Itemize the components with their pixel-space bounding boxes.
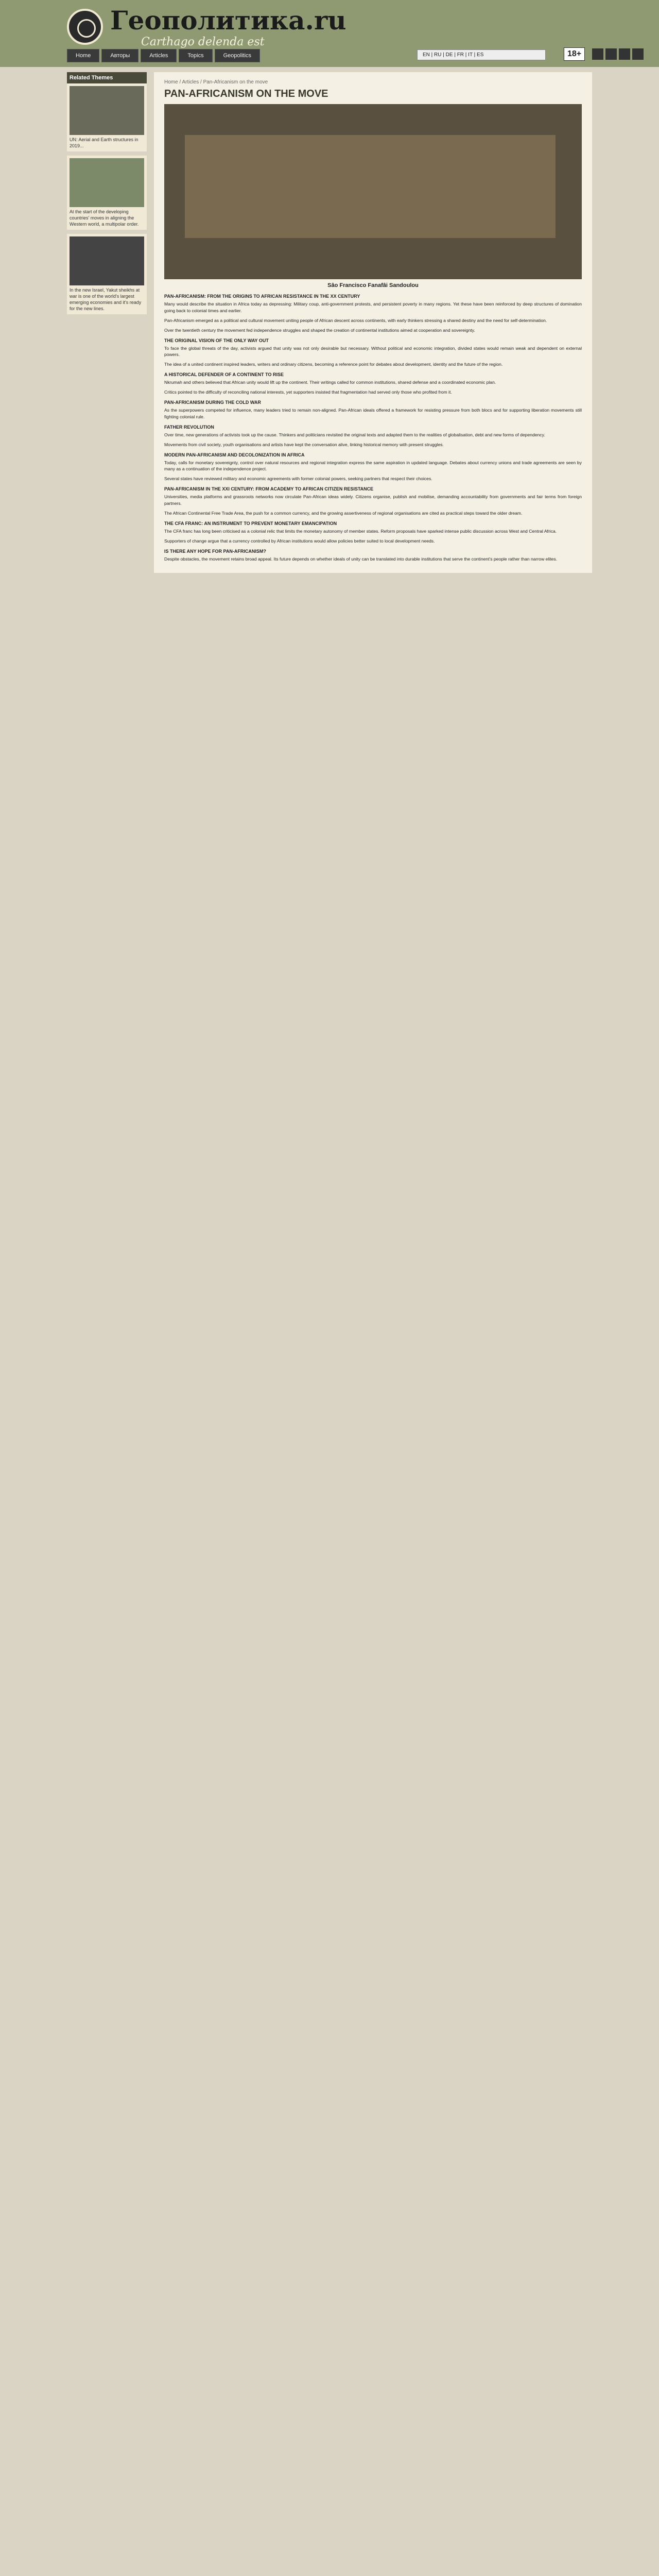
related-card[interactable]: [67, 234, 147, 314]
related-text: UN: Aerial and Earth structures in 2019...: [70, 137, 138, 148]
article-paragraph: Several states have reviewed military and economic agreements with former colonial powers, seeking partners that respect their choices.: [164, 476, 432, 482]
related-image: [70, 236, 144, 285]
article-paragraph: Pan-Africanism emerged as a political and cultural movement uniting people of African descent across continents, with early thinkers stressing a shared destiny and the need for self-determination.: [164, 317, 547, 323]
site-header: [0, 0, 659, 67]
article-paragraph: Movements from civil society, youth organisations and artists have kept the conversation alive, linking historical memory with present struggles.: [164, 442, 444, 447]
logo-emblem-icon: [67, 9, 103, 45]
section-heading: IS THERE ANY HOPE FOR PAN-AFRICANISM?: [164, 548, 266, 554]
nav-topics[interactable]: Topics: [179, 49, 212, 62]
article-paragraph: The African Continental Free Trade Area, the push for a common currency, and the growing assertiveness of regional organisations are cited as practical steps toward the older dream.: [164, 511, 523, 516]
article-paragraph: The idea of a united continent inspired leaders, writers and ordinary citizens, becoming a reference point for debates about development, identity and the future of the region.: [164, 362, 503, 367]
breadcrumb[interactable]: Home / Articles / Pan-Africanism on the move: [164, 79, 268, 85]
site-subtitle: Carthago delenda est: [141, 36, 265, 48]
related-text: At the start of the developing countries' moves in aligning the Western world, a multipolar order.: [70, 209, 139, 227]
article-paragraph: Despite obstacles, the movement retains broad appeal. Its future depends on whether ideals of unity can be translated into durable institutions that serve the continent's people rather than narrow elites.: [164, 556, 558, 562]
section-heading: THE ORIGINAL VISION OF THE ONLY WAY OUT: [164, 337, 269, 343]
social-icon[interactable]: [592, 48, 603, 60]
section-heading: FATHER REVOLUTION: [164, 424, 214, 430]
social-icon[interactable]: [605, 48, 617, 60]
section-heading: PAN-AFRICANISM DURING THE COLD WAR: [164, 400, 261, 405]
site-title: Геополитика.ru: [110, 5, 346, 36]
article-container: [154, 72, 592, 573]
social-links: [592, 48, 644, 60]
article-paragraph: As the superpowers competed for influence, many leaders tried to remain non-aligned. Pan-African ideals offered a framework for resisting pressure from both blocs and for supporting liberation movements still fighting colonial rule.: [164, 408, 582, 419]
related-image: [70, 158, 144, 207]
article-paragraph: Over time, new generations of activists took up the cause. Thinkers and politicians revisited the original texts and adapted them to the realities of globalisation, debt and new forms of dependency.: [164, 432, 545, 437]
social-icon[interactable]: [632, 48, 644, 60]
article-paragraph: Critics pointed to the difficulty of reconciling national interests, yet supporters insisted that fragmentation had served only those who profited from it.: [164, 389, 452, 395]
article-paragraph: Over the twentieth century the movement fed independence struggles and shaped the creation of continental institutions aimed at cooperation and sovereignty.: [164, 327, 475, 333]
related-card[interactable]: [67, 83, 147, 151]
article-paragraph: Nkrumah and others believed that African unity would lift up the continent. Their writings called for common institutions, shared defense and a coordinated economic plan.: [164, 380, 496, 385]
age-rating-badge: 18+: [564, 47, 585, 61]
section-heading: MODERN PAN-AFRICANISM AND DECOLONIZATION IN AFRICA: [164, 452, 305, 457]
social-icon[interactable]: [619, 48, 630, 60]
article-paragraph: The CFA franc has long been criticised as a colonial relic that limits the monetary autonomy of member states. Reform proposals have sparked intense public discussion across West and Central Africa.: [164, 528, 557, 534]
section-heading: A HISTORICAL DEFENDER OF A CONTINENT TO RISE: [164, 372, 284, 378]
related-text: In the new Israel, Yakut sheikhs at war is one of the world's largest emerging economies and it's ready for the new lines.: [70, 287, 142, 311]
main-nav: [67, 49, 260, 62]
article-paragraph: Supporters of change argue that a currency controlled by African institutions would allow policies better suited to local development needs.: [164, 538, 435, 544]
sidebar-title: Related Themes: [67, 72, 147, 83]
article-paragraph: Today, calls for monetary sovereignty, control over natural resources and regional integration express the same aspiration in updated language. Debates about currency unions and trade agreements are seen by many as a continuation of the independence project.: [164, 460, 582, 472]
related-card[interactable]: [67, 156, 147, 230]
article-author[interactable]: Sâo Francisco Fanafâi Sandoulou: [327, 282, 419, 289]
section-heading: THE CFA FRANC: AN INSTRUMENT TO PREVENT MONETARY EMANCIPATION: [164, 520, 337, 526]
nav-geopolitics[interactable]: Geopolitics: [215, 49, 260, 62]
article-body: [164, 294, 582, 563]
sidebar: [67, 72, 147, 573]
related-image: [70, 86, 144, 135]
article-hero-image: [164, 104, 582, 279]
site-logo[interactable]: [67, 5, 346, 48]
article-title: PAN-AFRICANISM ON THE MOVE: [164, 88, 328, 99]
section-heading: PAN-AFRICANISM: FROM THE ORIGINS TO AFRICAN RESISTANCE IN THE XX CENTURY: [164, 294, 360, 299]
article-paragraph: Many would describe the situation in Africa today as depressing: Military coup, anti-government protests, and persistent poverty in many regions. Yet these have been reinforced by deep structures of domination going back to colonial times and earlier.: [164, 301, 582, 313]
nav-authors[interactable]: Авторы: [101, 49, 138, 62]
nav-articles[interactable]: Articles: [141, 49, 177, 62]
article-paragraph: Universities, media platforms and grassroots networks now circulate Pan-African ideas widely. Citizens organise, publish and mobilise, demanding accountability from governments and fair terms from foreign partners.: [164, 494, 582, 506]
article-paragraph: To face the global threats of the day, activists argued that unity was not only desirable but necessary. Without political and economic integration, divided states would remain weak and dependent on external powers.: [164, 345, 582, 358]
section-heading: PAN-AFRICANISM IN THE XXI CENTURY: FROM ACADEMY TO AFRICAN CITIZEN RESISTANCE: [164, 486, 374, 492]
language-bar[interactable]: EN | RU | DE | FR | IT | ES: [417, 49, 546, 60]
nav-home[interactable]: Home: [67, 49, 99, 62]
